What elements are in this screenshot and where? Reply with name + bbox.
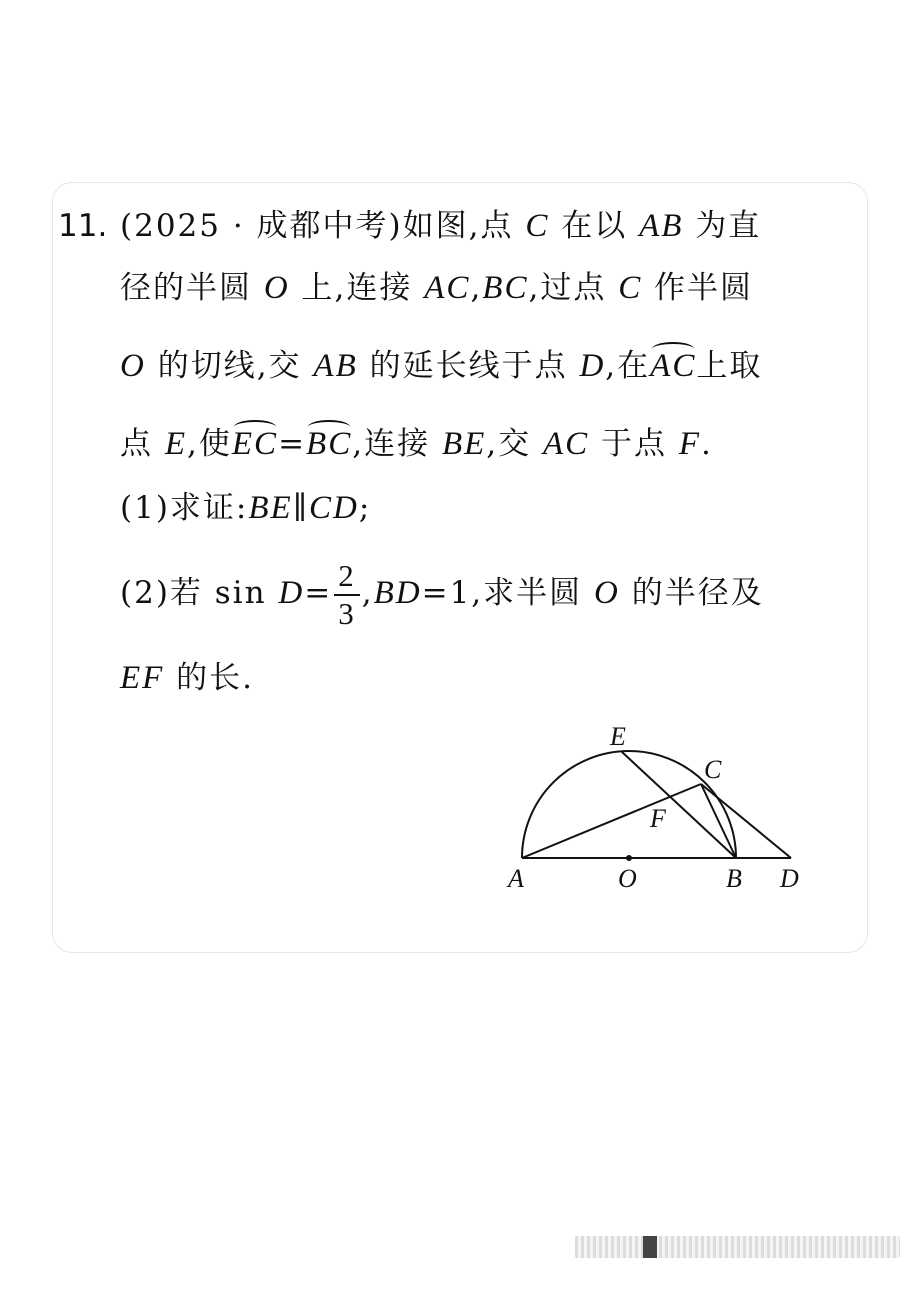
problem-line-2: 径的半圆 O 上,连接 AC,BC,过点 C 作半圆 [120,270,754,306]
problem-number: 11. [58,208,108,244]
segment-ac [522,784,701,858]
center-point-o [626,855,632,861]
label-b: B [726,864,742,893]
segment-bc [701,784,736,858]
label-f: F [650,804,666,833]
arc-ec: EC [231,426,279,462]
geometry-figure [500,715,820,905]
arc-bc: BC [306,426,353,462]
label-a: A [508,864,524,893]
fraction-numerator: 2 [334,558,360,596]
part-1: (1)求证:BE∥CD; [120,490,372,526]
fraction-two-thirds [334,558,360,632]
scrollbar-thumb[interactable] [643,1236,657,1258]
label-o: O [618,864,637,893]
label-e: E [610,722,626,751]
horizontal-scrollbar[interactable] [575,1236,900,1258]
part-2: (2)若 sin D= $\frac{2}{3}$ ,BD=1,求半圆 O 的半径及 [120,557,764,631]
label-c: C [704,755,722,784]
problem-line-1: (2025 · 成都中考)如图,点 C 在以 AB 为直 [120,208,762,244]
fraction-denominator: 3 [338,595,356,631]
problem-line-3: O 的切线,交 AB 的延长线于点 D,在AC上取 [120,348,763,384]
part-2-continued: EF 的长. [120,660,255,696]
tangent-cd [701,784,791,858]
problem-line-4: 点 E,使EC=BC,连接 BE,交 AC 于点 F. [120,426,713,462]
arc-ac: AC [650,348,697,384]
label-d: D [780,864,799,893]
